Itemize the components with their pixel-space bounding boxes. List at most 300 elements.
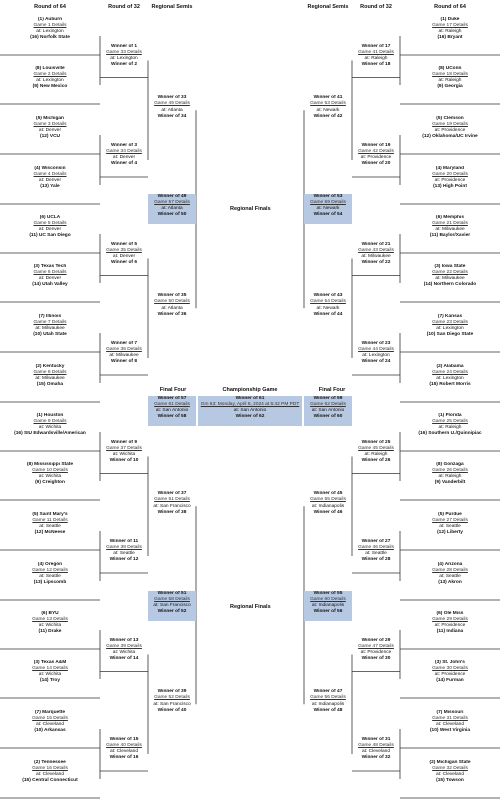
game-details-link[interactable]: Game 52 Details [154, 695, 190, 701]
game-details-link[interactable]: Game 22 Details [432, 270, 468, 276]
team-bottom: Winner of 62 [235, 414, 265, 420]
team-bottom: Winner of 18 [361, 61, 391, 67]
team-top: (1) Houston [36, 413, 64, 418]
game-r64-26 [400, 462, 500, 496]
game-details-link[interactable]: Game 8 Details [33, 370, 67, 376]
game-location: at: Seattle [113, 551, 135, 557]
game-r64-20 [400, 166, 500, 200]
game-r64-29 [400, 611, 500, 645]
team-top: Winner of 55 [313, 591, 343, 596]
team-top: Winner of 27 [361, 539, 391, 544]
game-championship-63 [198, 396, 302, 426]
game-details-link[interactable]: Game 16 Details [32, 766, 68, 772]
game-details-link[interactable]: Game 50 Details [154, 299, 190, 305]
game-location: at: Seattle [39, 574, 61, 580]
game-f4-62 [304, 396, 352, 426]
team-bottom: (13) Lipscomb [33, 580, 67, 586]
game-details-link[interactable]: Game 44 Details [358, 347, 394, 353]
game-details-link[interactable]: Game 4 Details [33, 172, 67, 178]
game-details-link[interactable]: Game 51 Details [154, 497, 190, 503]
game-r32-35 [100, 242, 148, 272]
team-bottom: (12) Oklahoma/UC Irvine [422, 134, 478, 140]
team-bottom: (10) Utah State [33, 332, 67, 338]
team-top: Winner of 19 [361, 143, 391, 148]
game-location: at: Atlanta [161, 206, 183, 212]
team-top: Winner of 13 [109, 637, 139, 643]
team-bottom: Winner of 56 [313, 609, 343, 615]
game-location: at: Seattle [439, 574, 461, 580]
game-s16-55 [304, 491, 352, 521]
team-top: (2) Alabama [436, 364, 464, 369]
game-e8-59 [304, 194, 352, 224]
team-top: (4) Arizona [437, 562, 463, 567]
team-bottom: Winner of 46 [313, 509, 343, 515]
game-details-link[interactable]: Game 29 Details [432, 617, 468, 623]
game-s16-49 [148, 95, 196, 125]
game-r64-18 [400, 66, 500, 100]
game-r32-46 [352, 539, 400, 569]
game-r64-25 [400, 413, 500, 447]
team-bottom: (11) Drake [38, 629, 62, 635]
team-bottom: (13) Akron [438, 580, 462, 586]
game-r64-31 [400, 710, 500, 744]
team-bottom: (14) Furman [436, 678, 464, 684]
game-details-link[interactable]: Game 10 Details [32, 468, 68, 474]
game-details-link[interactable]: Game 49 Details [154, 101, 190, 107]
game-details-link[interactable]: Game 37 Details [106, 445, 142, 451]
team-top: Winner of 37 [157, 491, 187, 497]
game-r64-19 [400, 116, 500, 150]
team-top: (6) Ole Miss [436, 611, 464, 616]
game-r64-13 [0, 611, 100, 645]
game-details-link[interactable]: Game 23 Details [432, 320, 468, 326]
game-details-link[interactable]: Game 12 Details [32, 568, 68, 574]
header-round-of-32-left: Round of 32 [108, 4, 140, 10]
game-location: at: San Francisco [153, 603, 191, 609]
team-bottom: (16) SIU Edwardsville/American [14, 431, 86, 437]
team-top: (7) Illinois [38, 314, 62, 319]
game-r32-34 [100, 143, 148, 173]
team-top: Winner of 11 [109, 539, 139, 544]
team-top: (4) Oregon [37, 562, 63, 567]
team-top: Winner of 39 [157, 689, 187, 695]
game-location: at: Wichita [112, 451, 136, 457]
team-bottom: Winner of 2 [110, 61, 138, 67]
team-top: Winner of 41 [313, 95, 343, 101]
game-location: at: Seattle [439, 524, 461, 530]
game-details-link[interactable]: Game 32 Details [432, 766, 468, 772]
game-details-link[interactable]: Game 61 Details [154, 402, 190, 408]
game-details-link[interactable]: Game 1 Details [33, 23, 67, 29]
team-top: Winner of 29 [361, 637, 391, 643]
game-details-link[interactable]: Game 15 Details [32, 716, 68, 722]
game-r64-23 [400, 314, 500, 348]
team-bottom: (16) Norfolk State [30, 35, 70, 41]
game-r64-6 [0, 264, 100, 298]
game-details-link[interactable]: Game 54 Details [310, 299, 346, 305]
team-top: (3) St. John's [435, 660, 465, 665]
team-bottom: (16) Southern U./Quinnipiac [418, 431, 482, 437]
game-location: at: Cleveland [36, 722, 64, 728]
header-regional-semis-left: Regional Semis [151, 4, 193, 10]
game-location: at: Seattle [39, 524, 61, 530]
team-top: (6) BYU [41, 611, 59, 616]
team-top: (7) Marquette [34, 710, 66, 715]
team-top: (5) Saint Mary's [32, 512, 68, 517]
game-location: at: Lexington [36, 78, 64, 84]
team-top: Winner of 31 [361, 737, 391, 742]
game-r64-9 [0, 413, 100, 447]
team-bottom: Winner of 24 [361, 359, 391, 365]
game-details-link[interactable]: Game 58 Details [154, 597, 190, 603]
game-details-link[interactable]: Game 9 Details [33, 419, 67, 425]
team-bottom: (10) Arkansas [34, 728, 66, 734]
game-location: at: Newark [316, 206, 340, 212]
game-details-link[interactable]: Game 33 Details [106, 49, 142, 55]
team-top: Winner of 3 [110, 143, 138, 148]
team-bottom: (13) Yale [40, 184, 60, 190]
game-location: at: Lexington [436, 326, 464, 332]
game-location: at: Cleveland [436, 722, 464, 728]
game-location: at: Milwaukee [35, 326, 65, 332]
game-location: at: Indianapolis [311, 503, 345, 509]
game-r32-42 [352, 143, 400, 173]
game-r64-32 [400, 760, 500, 794]
team-top: (5) Michigan [36, 116, 64, 121]
team-top: (4) Maryland [435, 166, 465, 171]
game-location: at: Wichita [112, 649, 136, 655]
game-r64-11 [0, 512, 100, 546]
game-location: at: Lexington [362, 353, 390, 359]
game-location: at: Raleigh [438, 474, 462, 480]
team-bottom: (14) Troy [40, 678, 60, 684]
team-top: Winner of 49 [157, 194, 187, 199]
team-top: (6) Memphis [436, 215, 464, 220]
team-top: Winner of 15 [109, 737, 139, 742]
game-r32-37 [100, 440, 148, 470]
game-r32-40 [100, 737, 148, 767]
team-bottom: Winner of 32 [361, 755, 391, 761]
label-regional-finals-bottom: Regional Finals [230, 604, 271, 610]
game-location: at: Cleveland [436, 772, 464, 778]
game-location: at: Atlanta [161, 305, 183, 311]
team-bottom: Winner of 52 [157, 609, 187, 615]
game-r32-48 [352, 737, 400, 767]
team-bottom: Winner of 4 [110, 161, 138, 167]
game-r64-30 [400, 660, 500, 694]
game-details-link[interactable]: Game 21 Details [432, 221, 468, 227]
team-top: Winner of 5 [110, 241, 138, 247]
team-bottom: Winner of 28 [361, 557, 391, 563]
game-location: at: Newark [316, 107, 340, 113]
game-details-link[interactable]: Game 45 Details [358, 445, 394, 451]
game-location: at: San Antonio [233, 408, 267, 414]
team-bottom: (15) Omaha [36, 382, 64, 388]
game-details-link[interactable]: Game 53 Details [310, 101, 346, 107]
game-details-link[interactable]: Game 24 Details [432, 370, 468, 376]
team-top: Winner of 9 [110, 439, 138, 445]
game-details-link[interactable]: Game 6 Details [33, 270, 67, 276]
team-top: (1) Florida [438, 413, 462, 418]
game-location: at: Providence [434, 178, 466, 184]
game-location: at: Denver [38, 128, 62, 134]
game-r64-15 [0, 710, 100, 744]
team-bottom: (10) West Virginia [429, 728, 471, 734]
game-location: at: San Antonio [155, 408, 189, 414]
game-details-link[interactable]: Game 56 Details [310, 695, 346, 701]
team-top: (8) Louisville [35, 66, 65, 71]
game-s16-54 [304, 293, 352, 323]
game-r64-5 [0, 215, 100, 249]
team-bottom: (9) Vanderbilt [434, 480, 466, 486]
team-bottom: Winner of 12 [109, 557, 139, 563]
team-bottom: (11) UC San Diego [29, 233, 71, 239]
game-e8-58 [148, 591, 196, 621]
team-bottom: (10) San Diego State [426, 332, 474, 338]
team-bottom: Winner of 30 [361, 655, 391, 661]
game-location: at: Indianapolis [311, 701, 345, 707]
team-top: Winner of 1 [110, 43, 138, 49]
game-location: at: Denver [112, 155, 136, 161]
team-top: Winner of 53 [313, 194, 343, 199]
game-location: at: Wichita [38, 672, 62, 678]
game-location: at: Indianapolis [311, 603, 345, 609]
game-location: at: Lexington [436, 376, 464, 382]
game-r64-24 [400, 364, 500, 398]
game-details-link[interactable]: Game 41 Details [358, 49, 394, 55]
game-location: at: Providence [360, 649, 392, 655]
team-bottom: Winner of 42 [313, 113, 343, 119]
game-r64-28 [400, 562, 500, 596]
game-r32-43 [352, 242, 400, 272]
game-details-link[interactable]: Game 38 Details [106, 545, 142, 551]
game-location: at: Milwaukee [435, 227, 465, 233]
game-details-link[interactable]: Game 17 Details [432, 23, 468, 29]
game-s16-53 [304, 95, 352, 125]
game-location: at: Wichita [38, 425, 62, 431]
game-details-link[interactable]: Game 2 Details [33, 72, 67, 78]
game-r32-36 [100, 341, 148, 371]
game-details-link[interactable]: Game 43 Details [358, 247, 394, 253]
team-bottom: Winner of 50 [157, 212, 187, 218]
team-bottom: (11) Baylor/Xavier [429, 233, 471, 239]
game-details-link[interactable]: Game 48 Details [358, 743, 394, 749]
game-location: at: Denver [38, 227, 62, 233]
team-top: Winner of 45 [313, 491, 343, 497]
game-location: at: Providence [434, 672, 466, 678]
game-details-link[interactable]: Game 60 Details [310, 597, 346, 603]
game-details-link[interactable]: Game 7 Details [33, 320, 67, 326]
team-bottom: Winner of 58 [157, 414, 187, 420]
game-location: at: Providence [434, 623, 466, 629]
game-location: at: Raleigh [364, 451, 388, 457]
game-location: at: Milwaukee [109, 353, 139, 359]
game-location: at: Seattle [365, 551, 387, 557]
game-r64-8 [0, 364, 100, 398]
game-location: at: Wichita [38, 474, 62, 480]
game-s16-52 [148, 689, 196, 719]
team-bottom: Winner of 22 [361, 259, 391, 265]
game-details-link[interactable]: Game 46 Details [358, 545, 394, 551]
game-r32-45 [352, 440, 400, 470]
game-details-link[interactable]: Game 18 Details [432, 72, 468, 78]
game-location: at: Wichita [38, 623, 62, 629]
team-bottom: (12) McNeese [34, 530, 66, 536]
team-top: Winner of 7 [110, 341, 138, 346]
game-details-link[interactable]: Game 35 Details [106, 247, 142, 253]
team-top: (7) Kansas [437, 314, 463, 319]
team-bottom: Winner of 10 [109, 457, 139, 463]
game-details-link[interactable]: Game 25 Details [432, 419, 468, 425]
team-bottom: (16) Bryant [437, 35, 463, 41]
game-r64-27 [400, 512, 500, 546]
game-location: at: Cleveland [362, 749, 390, 755]
team-top: (3) Iowa State [434, 264, 466, 269]
team-top: Winner of 35 [157, 293, 187, 299]
game-r64-2 [0, 66, 100, 100]
game-r64-7 [0, 314, 100, 348]
game-details-link[interactable]: Game 20 Details [432, 172, 468, 178]
game-e8-57 [148, 194, 196, 224]
team-bottom: (14) Northern Colorado [423, 282, 477, 288]
team-bottom: Winner of 16 [109, 755, 139, 761]
game-r32-47 [352, 638, 400, 668]
team-bottom: (15) Central Connecticut [22, 778, 78, 784]
team-top: (6) UCLA [39, 215, 61, 220]
game-s16-50 [148, 293, 196, 323]
game-location: at: Newark [316, 305, 340, 311]
team-top: Winner of 33 [157, 95, 187, 101]
team-top: (8) Gonzaga [436, 462, 464, 467]
team-top: (1) Duke [440, 17, 460, 22]
game-location: at: Lexington [36, 29, 64, 35]
game-details-link[interactable]: Game 13 Details [32, 617, 68, 623]
team-top: (8) UConn [438, 66, 462, 71]
game-f4-61 [148, 396, 196, 426]
team-bottom: Winner of 44 [313, 311, 343, 317]
game-details-link[interactable]: Game 59 Details [310, 200, 346, 206]
game-r64-12 [0, 562, 100, 596]
header-round-of-32-right: Round of 32 [360, 4, 392, 10]
game-location: at: Denver [112, 253, 136, 259]
game-location: at: Denver [38, 276, 62, 282]
team-top: (2) Michigan State [429, 760, 471, 765]
game-details-link[interactable]: Game 27 Details [432, 518, 468, 524]
team-top: Winner of 51 [157, 591, 187, 596]
game-location: at: San Francisco [153, 701, 191, 707]
team-bottom: (9) New Mexico [32, 84, 68, 90]
team-top: (1) Auburn [37, 17, 63, 22]
team-top: (8) Mississippi State [26, 462, 74, 467]
game-location: at: Raleigh [438, 425, 462, 431]
game-location: at: Providence [360, 155, 392, 161]
team-top: Winner of 43 [313, 293, 343, 299]
team-bottom: Winner of 60 [313, 414, 343, 420]
team-bottom: (12) Liberty [437, 530, 463, 536]
team-bottom: Winner of 14 [109, 655, 139, 661]
team-bottom: Winner of 34 [157, 113, 187, 119]
game-location: at: Milwaukee [435, 276, 465, 282]
team-bottom: (15) Towson [436, 778, 464, 784]
game-details-link[interactable]: Game 5 Details [33, 221, 67, 227]
header-round-of-64-right: Round of 64 [434, 4, 466, 10]
game-details-link[interactable]: Game 31 Details [432, 716, 468, 722]
game-location: at: San Antonio [311, 408, 345, 414]
game-location: at: Raleigh [438, 78, 462, 84]
game-r64-21 [400, 215, 500, 249]
game-details-link[interactable]: Game 11 Details [32, 518, 68, 524]
game-details-link[interactable]: Game 36 Details [106, 347, 142, 353]
game-details-link[interactable]: Game 47 Details [358, 643, 394, 649]
team-top: Winner of 23 [361, 341, 391, 346]
team-bottom: (12) VCU [40, 134, 60, 140]
team-bottom: Winner of 54 [313, 212, 343, 218]
team-top: (3) Texas Tech [33, 264, 67, 269]
game-location: at: Denver [38, 178, 62, 184]
game-details-link[interactable]: Game 3 Details [33, 122, 67, 128]
team-bottom: (9) Georgia [437, 84, 463, 90]
game-details-link[interactable]: Game 57 Details [154, 200, 190, 206]
team-bottom: (11) Indiana [436, 629, 464, 635]
game-details-link[interactable]: Game 14 Details [32, 666, 68, 672]
label-championship: Championship Game [222, 387, 278, 393]
game-details-link[interactable]: Game 34 Details [106, 149, 142, 155]
game-location: at: Atlanta [161, 107, 183, 113]
header-regional-semis-right: Regional Semis [307, 4, 349, 10]
game-location: at: Cleveland [110, 749, 138, 755]
team-top: Winner of 47 [313, 689, 343, 695]
team-bottom: Winner of 48 [313, 707, 343, 713]
team-top: Winner of 59 [313, 396, 343, 401]
team-bottom: Winner of 8 [110, 359, 138, 365]
game-details-link[interactable]: Gm 63: Monday, April 8, 2024 at 5:42 PM PDT [200, 402, 300, 408]
game-details-link[interactable]: Game 42 Details [358, 149, 394, 155]
team-top: Winner of 57 [157, 396, 187, 401]
team-top: Winner of 17 [361, 43, 391, 49]
team-bottom: Winner of 6 [110, 259, 138, 265]
game-details-link[interactable]: Game 19 Details [432, 122, 468, 128]
team-bottom: Winner of 40 [157, 707, 187, 713]
team-top: Winner of 25 [361, 439, 391, 445]
team-bottom: Winner of 36 [157, 311, 187, 317]
game-details-link[interactable]: Game 62 Details [310, 402, 346, 408]
game-r32-44 [352, 341, 400, 371]
team-top: Winner of 21 [361, 241, 391, 247]
game-r64-1 [0, 17, 100, 51]
team-bottom: (13) High Point [433, 184, 467, 190]
game-details-link[interactable]: Game 28 Details [432, 568, 468, 574]
game-details-link[interactable]: Game 40 Details [106, 743, 142, 749]
game-r32-33 [100, 44, 148, 74]
game-location: at: Providence [434, 128, 466, 134]
game-r64-4 [0, 166, 100, 200]
team-bottom: (9) Creighton [35, 480, 65, 486]
game-location: at: Cleveland [36, 772, 64, 778]
label-final-four-right: Final Four [318, 387, 346, 393]
game-r64-17 [400, 17, 500, 51]
team-bottom: Winner of 38 [157, 509, 187, 515]
game-details-link[interactable]: Game 39 Details [106, 643, 142, 649]
game-details-link[interactable]: Game 30 Details [432, 666, 468, 672]
team-top: Winner of 61 [235, 396, 265, 401]
game-r32-39 [100, 638, 148, 668]
game-location: at: Raleigh [438, 29, 462, 35]
game-details-link[interactable]: Game 26 Details [432, 468, 468, 474]
game-r64-16 [0, 760, 100, 794]
game-details-link[interactable]: Game 55 Details [310, 497, 346, 503]
game-r32-41 [352, 44, 400, 74]
team-bottom: (15) Robert Morris [429, 382, 471, 388]
